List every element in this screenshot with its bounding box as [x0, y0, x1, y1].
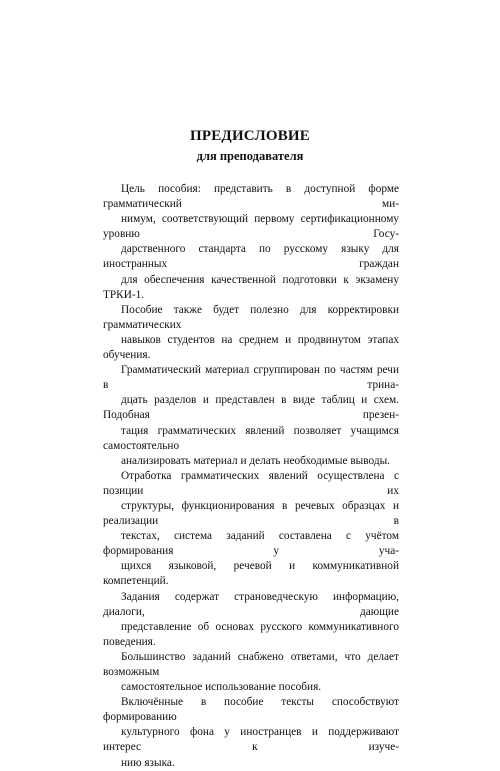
text-line: Большинство заданий снабжено ответами, что делает возможным — [103, 650, 399, 678]
text-line: структуры, функционирования в речевых образцах и реализации в — [103, 499, 399, 528]
text-line: представление об основах русского коммуникативного поведения. — [103, 620, 399, 648]
text-line: Цель пособия: представить в доступной форме грамматический ми- — [103, 183, 399, 211]
paragraph-5 — [103, 590, 399, 650]
text-line: Пособие также будет полезно для корректировки грамматических — [103, 303, 399, 331]
text-line: текстах, система заданий составлена с учётом формирования у уча- — [103, 530, 399, 558]
text-line: дарственного стандарта по русскому языку для иностранных граждан — [103, 243, 399, 271]
paragraph-2 — [103, 303, 399, 363]
text-line: анализировать материал и делать необходимые выводы. — [121, 454, 391, 467]
text-line: нимум, соответствующий первому сертификационному уровню Госу- — [103, 213, 399, 241]
text-line: дцать разделов и представлен в виде таблиц и схем. Подобная презен- — [103, 394, 399, 422]
paragraph-3 — [103, 363, 399, 469]
text-line: Отработка грамматических явлений осуществлена с позиции их — [103, 469, 399, 497]
text-line: нию языка. — [121, 756, 175, 769]
preface-body — [103, 182, 399, 771]
text-line: культурного фона у иностранцев и поддерживают интерес к изуче- — [103, 726, 399, 754]
paragraph-7 — [103, 695, 399, 770]
page-subtitle: для преподавателя — [196, 149, 304, 163]
text-line: тация грамматических явлений позволяет учащимся самостоятельно — [103, 424, 399, 452]
page-title: ПРЕДИСЛОВИЕ — [189, 128, 310, 144]
text-line: Грамматический материал сгруппирован по частям речи в трина- — [103, 364, 399, 392]
paragraph-6 — [103, 650, 399, 695]
text-line: Задания содержат страноведческую информацию, диалоги, дающие — [103, 590, 399, 618]
paragraph-4 — [103, 469, 399, 590]
text-line: для обеспечения качественной подготовки к экзамену ТРКИ-1. — [103, 273, 399, 301]
text-line: самостоятельное использование пособия. — [121, 681, 322, 694]
text-line: навыков студентов на среднем и продвинутом этапах обучения. — [103, 333, 399, 362]
paragraph-1 — [103, 182, 399, 303]
text-line: щихся языковой, речевой и коммуникативной компетенций. — [103, 560, 399, 588]
text-line: Включённые в пособие тексты способствуют формированию — [103, 696, 399, 724]
